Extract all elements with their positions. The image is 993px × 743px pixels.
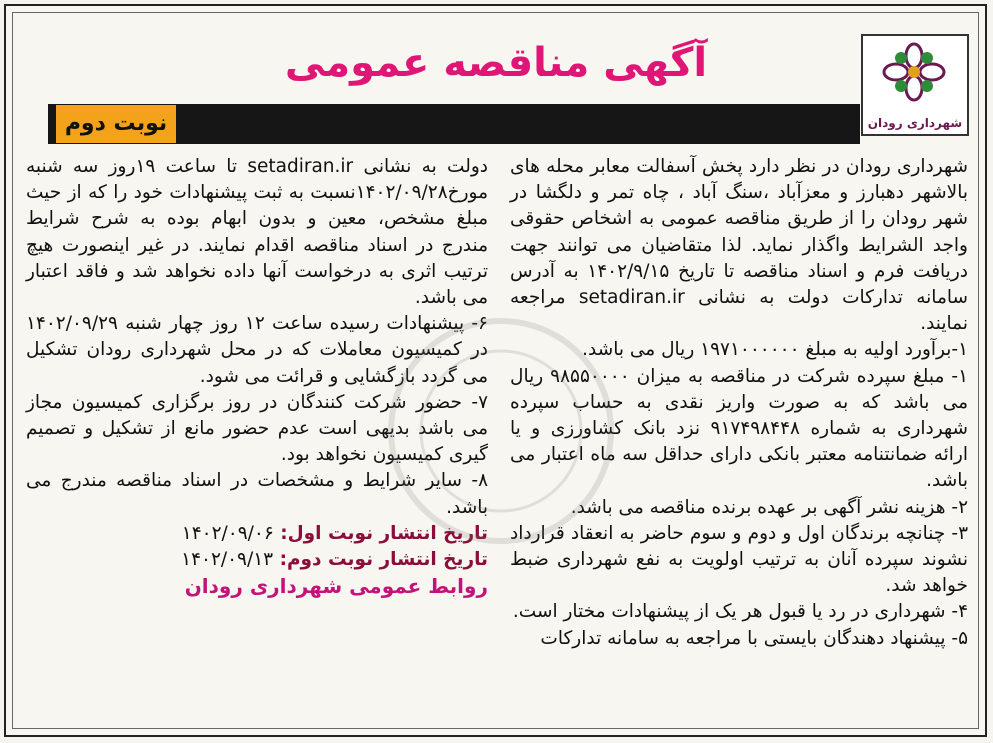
municipality-logo [861, 34, 969, 136]
submission-continued: دولت به نشانی setadiran.ir تا ساعت ۱۹روز سه شنبه مورخ۱۴۰۲/۰۹/۲۸نسبت به ثبت پیشنهادات خود را که از حیث مبلغ مشخص، معین و بدون ابهام بوده به شرح شرایط مندرج در اسناد مناقصه اقدام نمایند. در غیر اینصورت هیچ ترتیب اثری به درخواست آنها داده نخواهد شد و فاقد اعتبار می باشد. [26, 156, 488, 309]
clause-forfeit: ۳- چنانچه برندگان اول و دوم و سوم حاضر به انعقاد قرارداد نشوند سپرده آنان به ترتیب اولویت به نفع شهرداری ضبط خواهد شد. [510, 522, 968, 597]
second-date-label: تاریخ انتشار نوبت دوم: [279, 549, 488, 571]
clause-other-terms: ۸- سایر شرایط و مشخصات در اسناد مناقصه مندرج می باشد. [26, 470, 488, 518]
clause-estimate: ۱-برآورد اولیه به مبلغ ۱۹۷۱۰۰۰۰۰۰ ریال می باشد. [582, 339, 968, 361]
first-date-label: تاریخ انتشار نوبت اول: [280, 522, 488, 544]
left-column [26, 154, 488, 599]
second-publication-date [26, 547, 488, 573]
public-relations-signature: روابط عمومی شهرداری رودان [184, 574, 488, 599]
clause-submission: ۵- پیشنهاد دهندگان بایستی با مراجعه به سامانه تدارکات [540, 627, 968, 649]
first-date-value: ۱۴۰۲/۰۹/۰۶ [181, 522, 274, 544]
intro-paragraph: شهرداری رودان در نظر دارد پخش آسفالت معابر محله های بالاشهر دهبارز و معزآباد ،سنگ آباد ، چاه تمر و دلگشا در شهر رودان را از طریق مناقصه عمومی به اشخاص حقوقی واجد الشرایط واگذار نماید. لذا متقاضیان می توانند جهت دریافت فرم و اسناد مناقصه تا تاریخ ۱۴۰۲/۹/۱۵ به آدرس سامانه تدارکات دولت به نشانی setadiran.ir مراجعه نمایند. [510, 156, 968, 335]
clause-ad-cost: ۲- هزینه نشر آگهی بر عهده برنده مناقصه می باشد. [570, 496, 968, 518]
logo-caption: شهرداری رودان [867, 116, 963, 130]
clause-opening: ۶- پیشنهادات رسیده ساعت ۱۲ روز چهار شنبه ۱۴۰۲/۰۹/۲۹ در کمیسیون معاملات که در محل شهرداری رودان تشکیل می گردد بازگشایی و قرائت می شود. [26, 313, 488, 387]
clause-rejection: ۴- شهرداری در رد یا قبول هر یک از پیشنهادات مختار است. [512, 601, 968, 623]
round-badge: نوبت دوم [56, 105, 176, 143]
first-publication-date [26, 521, 488, 547]
right-column [510, 154, 968, 652]
notice-title: آگهی مناقصه عمومی [284, 40, 708, 86]
clause-deposit: ۱- مبلغ سپرده شرکت در مناقصه به میزان ۹۸۵۵۰۰۰۰ ریال می باشد که به صورت واریز نقدی به حساب سپرده شهرداری به شماره ۹۱۷۴۹۸۴۴۸ نزد بانک کشاورزی و یا ارائه ضمانتنامه معتبر بانکی دارای حداقل سه ماه اعتبار می باشد. [510, 365, 968, 492]
tender-notice [4, 4, 987, 737]
flower-emblem-icon [881, 42, 947, 104]
clause-attendance: ۷- حضور شرکت کنندگان در روز برگزاری کمیسیون مجاز می باشد بدیهی است عدم حضور مانع از تشکیل و تصمیم گیری کمیسیون نخواهد بود. [26, 391, 488, 466]
second-date-value: ۱۴۰۲/۰۹/۱۳ [181, 549, 274, 571]
